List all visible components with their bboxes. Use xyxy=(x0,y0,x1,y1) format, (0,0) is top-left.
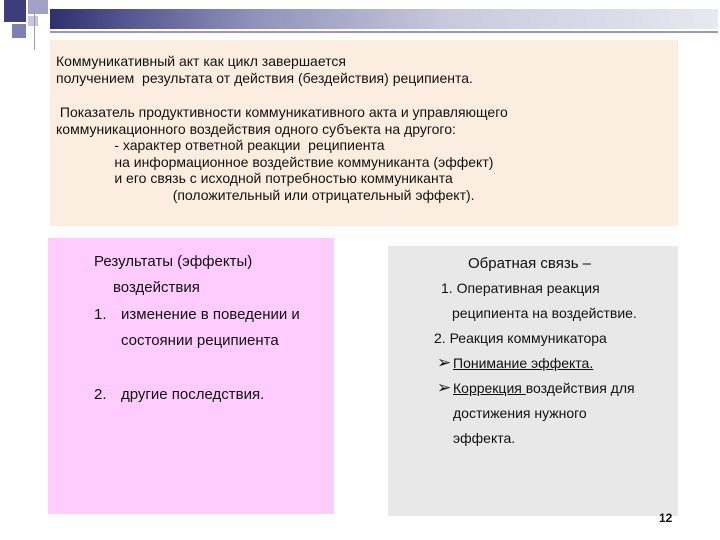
intro-text-block xyxy=(50,40,678,226)
feedback-item-text: 2. Реакция коммуникатора xyxy=(434,330,607,346)
deco-square-1 xyxy=(4,0,26,22)
intro-line: (положительный или отрицательный эффект). xyxy=(56,186,475,203)
feedback-bullet-text: эффекта. xyxy=(453,430,516,446)
intro-line: на информационное воздействие коммуниканта (эффект) xyxy=(56,153,494,170)
results-item-text: состоянии реципиента xyxy=(121,332,279,349)
feedback-bullet-underlined: Коррекция xyxy=(453,380,526,396)
feedback-item-text: реципиента на воздействие. xyxy=(452,305,637,321)
results-item-number: 2. xyxy=(94,386,107,403)
results-subtitle: воздействия xyxy=(113,279,200,296)
feedback-bullet-text xyxy=(453,380,635,396)
divider-line xyxy=(50,31,718,33)
feedback-title: Обратная связь – xyxy=(468,255,592,272)
intro-line: Коммуникативный акт как цикл завершается xyxy=(56,53,347,69)
intro-line: - характер ответной реакции реципиента xyxy=(56,137,385,153)
results-title: Результаты (эффекты) xyxy=(94,253,253,270)
results-item-text: другие последствия. xyxy=(121,386,265,403)
deco-square-4 xyxy=(28,16,38,26)
intro-line: Показатель продуктивности коммуникативного акта и управляющего xyxy=(56,104,508,120)
feedback-bullet-rest: воздействия для xyxy=(525,380,635,396)
feedback-bullet-text: Понимание эффекта. xyxy=(453,355,594,371)
feedback-bullet-text: достижения нужного xyxy=(453,405,587,421)
page-number: 12 xyxy=(659,511,673,525)
arrow-bullet-icon: ➢ xyxy=(437,378,452,397)
deco-square-3 xyxy=(12,24,26,38)
intro-line xyxy=(56,86,678,102)
title-bar-decoration xyxy=(50,9,718,29)
deco-square-2 xyxy=(28,0,48,14)
results-item-number: 1. xyxy=(94,306,107,323)
vertical-divider xyxy=(34,10,35,50)
feedback-item-text: 1. Оперативная реакция xyxy=(441,280,600,296)
intro-line: коммуникационного воздействия одного субъекта на другого: xyxy=(56,120,456,137)
results-item-text: изменение в поведении и xyxy=(121,306,300,323)
intro-line: и его связь с исходной потребностью коммуниканта xyxy=(56,170,453,186)
arrow-bullet-icon: ➢ xyxy=(437,353,452,372)
intro-line: получением результата от действия (бездействия) реципиента. xyxy=(56,69,473,86)
